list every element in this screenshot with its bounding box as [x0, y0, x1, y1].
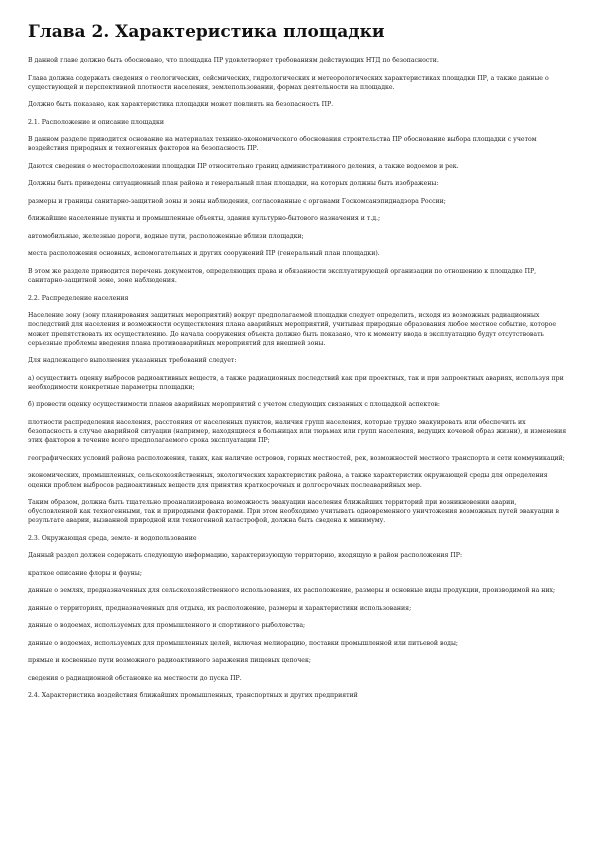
list-item: экономических, промышленных, сельскохозяйственных, экологических характеристик района, а также характеристик окружающей среды для определения оценки проблем выбросов радиоактивных веществ для принятия краткосрочных и долгосрочных послеаварийных мер. [28, 472, 548, 489]
list-item: автомобильные, железные дороги, водные пути, расположенные вблизи площадки; [28, 232, 304, 240]
paragraph: Должны быть приведены ситуационный план района и генеральный план площадки, на которых должны быть изображены: [28, 180, 439, 188]
paragraph: Даются сведения о месторасположении площадки ПР относительно границ административного деления, а также водоемов и рек. [28, 162, 459, 170]
paragraph: Должно быть показано, как характеристика площадки может повлиять на безопасность ПР. [28, 101, 334, 109]
list-item: сведения о радиационной обстановке на местности до пуска ПР. [28, 674, 242, 682]
page-title: Глава 2. Характеристика площадки [28, 22, 385, 42]
paragraph: Население зону (зону планирования защитных мероприятий) вокруг предполагаемой площадки следует определить, исходя из возможных радиационных последствий для населения и возможности осуществления плана аварийных мероприятий, учитывая природные образования любое местное событие, которое может препятствовать их осуществлению. До начала сооружения объекта должно быть показано, что к моменту ввода в эксплуатацию будут отсутствовать серьезные проблемы введения плана противоаварийных мероприятий для внешней зоны. [28, 312, 557, 347]
list-item: размеры и границы санитарно-защитной зоны и зоны наблюдения, согласованные с органами Госкомсанэпиднадзора России; [28, 197, 446, 205]
document-body [28, 56, 567, 701]
list-item: географических условий района расположения, таких, как наличие островов, горных местностей, рек, возможностей местного транспорта и сети коммуникаций; [28, 454, 565, 462]
list-item: ближайшие населенные пункты и промышленные объекты, здания культурно-бытового назначения и т.д.; [28, 215, 381, 223]
list-item: краткое описание флоры и фауны; [28, 569, 142, 577]
list-item: данные о водоемах, используемых для промышленного и спортивного рыболовства; [28, 622, 306, 630]
paragraph: В этом же разделе приводится перечень документов, определяющих права и обязанности эксплуатирующей организации по отношению к площадке ПР, санитарно-защитной зоне, зоне наблюдения. [28, 267, 537, 285]
section-heading-2-2: 2.2. Распределение населения [28, 294, 129, 302]
list-item: а) осуществить оценку выбросов радиоактивных веществ, а также радиационных последствий как при проектных, так и при запроектных авариях, используя при необходимости конкретные параметры площадки; [28, 374, 564, 391]
list-item: б) провести оценку осуществимости планов аварийных мероприятий с учетом следующих связанных с площадкой аспектов: [28, 401, 440, 409]
paragraph: Для надлежащего выполнения указанных требований следует: [28, 357, 237, 365]
list-item: данные о территориях, предназначенных для отдыха, их расположение, размеры и характеристики использования; [28, 604, 412, 612]
section-heading-2-1: 2.1. Расположение и описание площадки [28, 118, 164, 126]
section-heading-2-3: 2.3. Окружающая среда, земле- и водопользование [28, 534, 197, 542]
intro-paragraph: В данной главе должно быть обосновано, что площадка ПР удовлетворяет требованиям действующих НТД по безопасности. [28, 57, 439, 64]
paragraph: Таким образом, должна быть тщательно проанализирована возможность эвакуации населения ближайших территорий при возникновении аварии, обусловленной как техногенными, так и природными факторами. При этом необходимо учитывать одновременного уничтожения возможных путей эвакуации в результате аварии, вызванной природной или техногенной катастрофой, должна быть сведена к минимуму. [28, 499, 559, 525]
paragraph: Данный раздел должен содержать следующую информацию, характеризующую территорию, входящую в район расположения ПР: [28, 552, 463, 560]
list-item: плотности распределения населения, расстояния от населенных пунктов, наличия групп населения, которые трудно эвакуировать или обеспечить их безопасность в случае аварийной ситуации (например, находящиеся в больницах или тюрьмах или групп населения, ведущих кочевой образ жизни), и изменения этих факторов в течение всего предполагаемого срока эксплуатации ПР; [28, 418, 567, 445]
list-item: места расположения основных, вспомогательных и других сооружений ПР (генеральный план площадки). [28, 250, 380, 258]
section-heading-2-4: 2.4. Характеристика воздействия ближайших промышленных, транспортных и других предприятий [28, 692, 358, 700]
paragraph: В данном разделе приводится основание на материалах технико-экономического обоснования строительства ПР обоснование выбора площадки с учетом воздействия природных и техногенных факторов на безопасность ПР. [28, 136, 537, 153]
list-item: данные о водоемах, используемых для промышленных целей, включая мелиорацию, поставки промышленной или питьевой воды; [28, 639, 458, 647]
list-item: прямые и косвенные пути возможного радиоактивного заражения пищевых цепочек; [28, 657, 311, 665]
list-item: данные о землях, предназначенных для сельскохозяйственного использования, их расположение, размеры и основные виды продукции, производимой на них; [28, 587, 556, 595]
paragraph: Глава должна содержать сведения о геологических, сейсмических, гидрологических и метеорологических характеристиках площадки ПР, а также данные о существующей и перспективной плотности населения, землепользовании, формах деятельности на площадке. [28, 74, 549, 91]
